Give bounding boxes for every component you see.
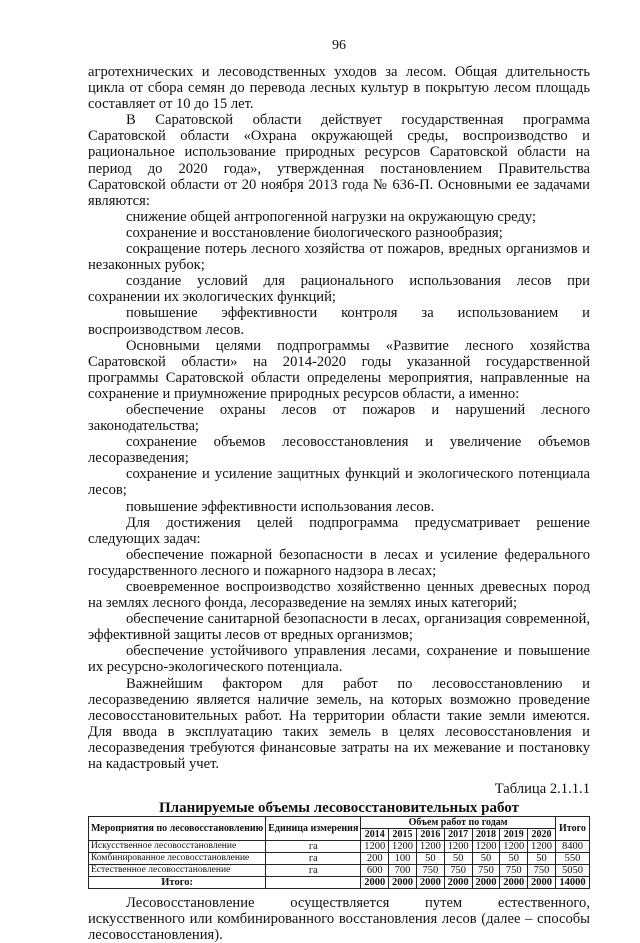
row-name: Естественное лесовосстановление [89, 865, 266, 877]
paragraph: сохранение и усиление защитных функций и экологического потенциала лесов; [88, 466, 590, 499]
header-year: 2016 [416, 829, 444, 841]
row-value: 50 [472, 853, 500, 865]
row-value: 2000 [416, 877, 444, 889]
table-row [89, 865, 590, 877]
paragraph: Важнейшим фактором для работ по лесовосстановлению и лесоразведению является наличие земель, на которых возможно проведение лесовосстановительных работ. На территории области такие земли имеются. Для ввода в эксплуатацию таких земель в целях лесовосстановления и лесоразведения требуются финансовые затраты на их межевание и постановку на кадастровый учет. [88, 675, 590, 773]
row-unit: га [266, 865, 361, 877]
header-years-group: Объем работ по годам [361, 817, 556, 829]
row-value: 2000 [361, 877, 389, 889]
paragraph: В Саратовской области действует государственная программа Саратовской области «Охрана окружающей среды, воспроизводство и рациональное использование природных ресурсов Саратовской области на период до 2020 года», утвержденная постановлением Правительства Саратовской области от 20 ноября 2013 года № 636-П. Основными ее задачами являются: [88, 112, 590, 209]
paragraph: обеспечение санитарной безопасности в лесах, организация современной, эффективной защиты лесов от вредных организмов; [88, 611, 590, 644]
row-value: 1200 [528, 841, 556, 853]
header-year: 2014 [361, 829, 389, 841]
row-value: 100 [389, 853, 417, 865]
row-total: 8400 [555, 841, 589, 853]
row-value: 200 [361, 853, 389, 865]
row-total: 550 [555, 853, 589, 865]
row-name: Комбинированное лесовосстановление [89, 853, 266, 865]
table-caption: Таблица 2.1.1.1 [494, 781, 590, 798]
row-value: 1200 [361, 841, 389, 853]
row-value: 700 [389, 865, 417, 877]
paragraph: Основными целями подпрограммы «Развитие лесного хозяйства Саратовской области» на 2014-2020 годы указанной государственной программы Саратовской области определены мероприятия, направленные на сохранение и приумножение природных ресурсов области, а именно: [88, 337, 590, 402]
row-value: 1200 [500, 841, 528, 853]
paragraph: сокращение потерь лесного хозяйства от пожаров, вредных организмов и незаконных рубок; [88, 241, 590, 274]
row-name: Итого: [89, 877, 266, 889]
row-value: 1200 [472, 841, 500, 853]
table-total-row [89, 877, 590, 889]
row-value: 2000 [389, 877, 417, 889]
paragraph: агротехнических и лесоводственных уходов за лесом. Общая длительность цикла от сбора семян до перевода лесных культур в покрытую лесом площадь составляет от 10 до 15 лет. [88, 64, 590, 113]
table-row [89, 841, 590, 853]
paragraph: сохранение объемов лесовосстановления и увеличение объемов лесоразведения; [88, 434, 590, 467]
paragraph: создание условий для рационального использования лесов при сохранении их экологических функций; [88, 273, 590, 306]
paragraph: своевременное воспроизводство хозяйственно ценных древесных пород на землях лесного фонда, лесоразведение на землях иных категорий; [88, 579, 590, 612]
paragraph: снижение общей антропогенной нагрузки на окружающую среду; [126, 208, 537, 225]
header-year: 2020 [528, 829, 556, 841]
row-value: 1200 [416, 841, 444, 853]
row-value: 50 [528, 853, 556, 865]
table-title: Планируемые объемы лесовосстановительных работ [159, 800, 519, 817]
row-total: 14000 [555, 877, 589, 889]
paragraph: обеспечение пожарной безопасности в лесах и усиление федерального государственного лесного и пожарного надзора в лесах; [88, 546, 590, 579]
header-activity: Мероприятия по лесовосстановлению [89, 817, 266, 841]
reforestation-table [88, 816, 590, 889]
paragraph: обеспечение охраны лесов от пожаров и нарушений лесного законодательства; [88, 401, 590, 435]
row-value: 50 [416, 853, 444, 865]
row-value: 50 [444, 853, 472, 865]
row-value: 2000 [444, 877, 472, 889]
document-page [88, 38, 590, 943]
paragraph: повышение эффективности контроля за использованием и воспроизводством лесов. [88, 305, 590, 338]
page-number: 96 [332, 38, 346, 53]
paragraph: повышение эффективности использования лесов. [126, 498, 435, 515]
row-value: 750 [528, 865, 556, 877]
row-value: 750 [472, 865, 500, 877]
row-value: 2000 [528, 877, 556, 889]
header-year: 2015 [389, 829, 417, 841]
row-value: 50 [500, 853, 528, 865]
header-total: Итого [555, 817, 589, 841]
row-value: 1200 [444, 841, 472, 853]
row-name: Искусственное лесовосстановление [89, 841, 266, 853]
body-text [88, 64, 590, 772]
paragraph: Для достижения целей подпрограмма предусматривает решение следующих задач: [88, 514, 590, 547]
row-value: 1200 [389, 841, 417, 853]
closing-paragraph: Лесовосстановление осуществляется путем естественного, искусственного или комбинированного восстановления лесов (далее – способы лесовосстановления). [88, 895, 590, 943]
paragraph: обеспечение устойчивого управления лесами, сохранение и повышение их ресурсно-экологического потенциала. [88, 643, 590, 676]
row-unit: га [266, 853, 361, 865]
header-unit: Единица измерения [266, 817, 361, 841]
table-row [89, 853, 590, 865]
row-value: 2000 [500, 877, 528, 889]
header-year: 2018 [472, 829, 500, 841]
row-value: 750 [500, 865, 528, 877]
row-value: 750 [416, 865, 444, 877]
header-year: 2017 [444, 829, 472, 841]
row-value: 600 [361, 865, 389, 877]
header-year: 2019 [500, 829, 528, 841]
row-total: 5050 [555, 865, 589, 877]
row-value: 750 [444, 865, 472, 877]
paragraph: сохранение и восстановление биологического разнообразия; [126, 224, 503, 241]
row-unit [266, 877, 361, 889]
row-value: 2000 [472, 877, 500, 889]
row-unit: га [266, 841, 361, 853]
